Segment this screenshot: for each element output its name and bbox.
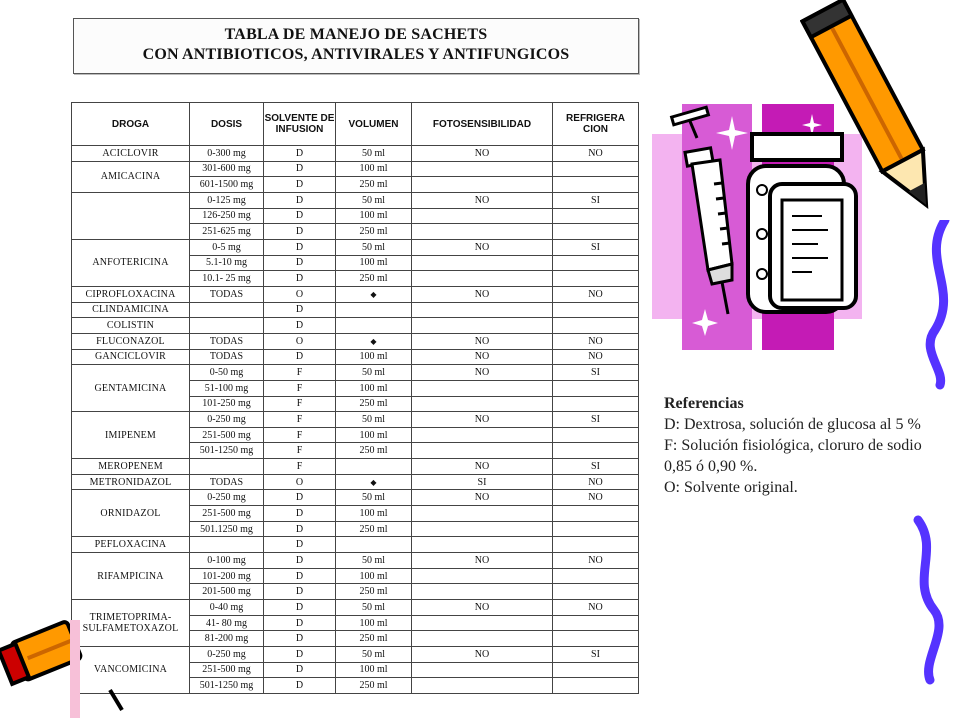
cell-drug: FLUCONAZOL (72, 333, 190, 349)
table-row (72, 349, 639, 365)
cell-volume: 250 ml (336, 443, 412, 459)
table-title-box (73, 18, 639, 74)
cell-fridge: SI (553, 412, 639, 428)
cell-drug: VANCOMICINA (72, 647, 190, 694)
cell-volume: 250 ml (336, 177, 412, 193)
cell-solvent: D (264, 615, 336, 631)
cell-solvent: O (264, 333, 336, 349)
table-row (72, 365, 639, 381)
cell-photo (412, 271, 553, 287)
cell-fridge (553, 396, 639, 412)
cell-drug: RIFAMPICINA (72, 553, 190, 600)
cell-volume: 50 ml (336, 647, 412, 663)
cell-photo: NO (412, 192, 553, 208)
cell-photo: NO (412, 349, 553, 365)
header-fotosensibilidad: FOTOSENSIBILIDAD (412, 103, 553, 146)
cell-photo (412, 380, 553, 396)
cell-solvent: D (264, 537, 336, 553)
cell-volume: 250 ml (336, 521, 412, 537)
cell-photo (412, 568, 553, 584)
table-row (72, 286, 639, 302)
header-droga: DROGA (72, 103, 190, 146)
cell-solvent: D (264, 662, 336, 678)
cell-photo: NO (412, 600, 553, 616)
cell-volume: 50 ml (336, 490, 412, 506)
cell-fridge (553, 615, 639, 631)
cell-drug (72, 192, 190, 239)
cell-drug: PEFLOXACINA (72, 537, 190, 553)
cell-solvent: F (264, 380, 336, 396)
cell-volume: 250 ml (336, 224, 412, 240)
cell-drug: IMIPENEM (72, 412, 190, 459)
cell-solvent: D (264, 161, 336, 177)
cell-fridge: SI (553, 192, 639, 208)
cell-photo (412, 161, 553, 177)
cell-photo (412, 584, 553, 600)
cell-fridge (553, 318, 639, 334)
cell-dose: 301-600 mg (190, 161, 264, 177)
cell-volume: 250 ml (336, 584, 412, 600)
cell-photo: NO (412, 239, 553, 255)
header-solvente: SOLVENTE DE INFUSION (264, 103, 336, 146)
cell-fridge: NO (553, 333, 639, 349)
cell-dose: 0-250 mg (190, 412, 264, 428)
table-row (72, 161, 639, 177)
table-row (72, 146, 639, 162)
reference-dextrosa: D: Dextrosa, solución de glucosa al 5 % (664, 416, 921, 433)
cell-fridge: SI (553, 239, 639, 255)
cell-dose: 501-1250 mg (190, 443, 264, 459)
cell-photo (412, 615, 553, 631)
cell-volume: 100 ml (336, 662, 412, 678)
cell-dose: 0-250 mg (190, 647, 264, 663)
table-row (72, 192, 639, 208)
cell-photo: NO (412, 286, 553, 302)
cell-fridge (553, 255, 639, 271)
cell-fridge: SI (553, 365, 639, 381)
cell-drug: CIPROFLOXACINA (72, 286, 190, 302)
cell-dose: 101-250 mg (190, 396, 264, 412)
cell-dose: 251-500 mg (190, 506, 264, 522)
cell-solvent: D (264, 647, 336, 663)
cell-dose: 501-1250 mg (190, 678, 264, 694)
cell-volume: 100 ml (336, 506, 412, 522)
cell-solvent: D (264, 318, 336, 334)
cell-volume: 50 ml (336, 412, 412, 428)
cell-solvent: D (264, 271, 336, 287)
cell-volume: ◆ (336, 474, 412, 490)
cell-fridge (553, 224, 639, 240)
cell-photo: NO (412, 553, 553, 569)
cell-solvent: D (264, 631, 336, 647)
reference-fisiologica: F: Solución fisiológica, cloruro de sodio (664, 437, 922, 454)
cell-photo (412, 302, 553, 318)
cell-fridge (553, 584, 639, 600)
cell-volume (336, 318, 412, 334)
cell-fridge: SI (553, 647, 639, 663)
cell-dose: 101-200 mg (190, 568, 264, 584)
squiggle-decoration-icon (900, 220, 960, 700)
cell-solvent: D (264, 349, 336, 365)
cell-fridge (553, 380, 639, 396)
cell-photo (412, 255, 553, 271)
cell-photo: NO (412, 146, 553, 162)
table-row (72, 647, 639, 663)
table-header-row (72, 103, 639, 146)
cell-fridge (553, 208, 639, 224)
cell-photo: NO (412, 647, 553, 663)
cell-volume: 100 ml (336, 427, 412, 443)
cell-volume: 100 ml (336, 255, 412, 271)
cell-volume: 100 ml (336, 161, 412, 177)
cell-solvent: F (264, 396, 336, 412)
cell-fridge (553, 427, 639, 443)
cell-dose: 201-500 mg (190, 584, 264, 600)
cell-photo: NO (412, 459, 553, 475)
cell-volume (336, 537, 412, 553)
cell-volume: 100 ml (336, 208, 412, 224)
cell-dose: 126-250 mg (190, 208, 264, 224)
cell-solvent: D (264, 506, 336, 522)
table-row (72, 459, 639, 475)
cell-dose: TODAS (190, 286, 264, 302)
cell-solvent: D (264, 568, 336, 584)
cell-drug: GANCICLOVIR (72, 349, 190, 365)
cell-volume: 50 ml (336, 192, 412, 208)
cell-photo (412, 631, 553, 647)
cell-photo (412, 662, 553, 678)
cell-volume: 250 ml (336, 271, 412, 287)
cell-fridge (553, 443, 639, 459)
cell-fridge: NO (553, 553, 639, 569)
cell-photo: NO (412, 490, 553, 506)
cell-drug: ORNIDAZOL (72, 490, 190, 537)
table-row (72, 490, 639, 506)
cell-dose: 0-250 mg (190, 490, 264, 506)
cell-solvent: D (264, 600, 336, 616)
cell-drug: TRIMETOPRIMA-SULFAMETOXAZOL (72, 600, 190, 647)
cell-photo (412, 177, 553, 193)
cell-photo (412, 224, 553, 240)
cell-solvent: D (264, 208, 336, 224)
cell-volume: 250 ml (336, 631, 412, 647)
cell-drug: COLISTIN (72, 318, 190, 334)
cell-volume (336, 459, 412, 475)
table-row (72, 318, 639, 334)
cell-dose: 41- 80 mg (190, 615, 264, 631)
cell-volume: ◆ (336, 286, 412, 302)
cell-solvent: D (264, 239, 336, 255)
cell-solvent: F (264, 365, 336, 381)
header-volumen: VOLUMEN (336, 103, 412, 146)
cell-fridge (553, 161, 639, 177)
cell-solvent: D (264, 678, 336, 694)
table-row (72, 600, 639, 616)
cell-volume: 50 ml (336, 365, 412, 381)
cell-dose: 501.1250 mg (190, 521, 264, 537)
cell-solvent: F (264, 459, 336, 475)
cell-photo (412, 427, 553, 443)
cell-solvent: D (264, 177, 336, 193)
cell-volume: 100 ml (336, 380, 412, 396)
cell-dose (190, 318, 264, 334)
cell-volume: 250 ml (336, 396, 412, 412)
cell-dose (190, 537, 264, 553)
cell-volume: 100 ml (336, 615, 412, 631)
cell-dose: 601-1500 mg (190, 177, 264, 193)
cell-volume: 50 ml (336, 600, 412, 616)
cell-solvent: D (264, 490, 336, 506)
cell-dose: 81-200 mg (190, 631, 264, 647)
reference-original: O: Solvente original. (664, 479, 798, 496)
pencil-small-icon (0, 600, 140, 718)
cell-dose: TODAS (190, 333, 264, 349)
table-row (72, 474, 639, 490)
cell-solvent: D (264, 521, 336, 537)
cell-dose: 251-500 mg (190, 427, 264, 443)
cell-fridge (553, 521, 639, 537)
cell-volume: ◆ (336, 333, 412, 349)
sachet-table-wrapper (71, 102, 638, 699)
cell-fridge: NO (553, 490, 639, 506)
cell-dose: TODAS (190, 474, 264, 490)
cell-dose: 0-50 mg (190, 365, 264, 381)
cell-volume: 50 ml (336, 146, 412, 162)
references-heading: Referencias (664, 395, 744, 412)
cell-volume: 50 ml (336, 239, 412, 255)
reference-fisiologica-cont: 0,85 ó 0,90 %. (664, 458, 758, 475)
cell-photo (412, 318, 553, 334)
cell-photo (412, 396, 553, 412)
table-row (72, 537, 639, 553)
table-row (72, 553, 639, 569)
cell-fridge (553, 177, 639, 193)
header-dosis: DOSIS (190, 103, 264, 146)
cell-fridge: NO (553, 146, 639, 162)
cell-fridge (553, 506, 639, 522)
cell-drug: ANFOTERICINA (72, 239, 190, 286)
cell-volume: 50 ml (336, 553, 412, 569)
cell-dose (190, 459, 264, 475)
cell-photo: NO (412, 365, 553, 381)
cell-drug: CLINDAMICINA (72, 302, 190, 318)
cell-solvent: D (264, 146, 336, 162)
cell-fridge: NO (553, 349, 639, 365)
cell-drug: METRONIDAZOL (72, 474, 190, 490)
cell-fridge (553, 631, 639, 647)
table-row (72, 239, 639, 255)
cell-dose: TODAS (190, 349, 264, 365)
cell-fridge (553, 271, 639, 287)
table-row (72, 333, 639, 349)
cell-volume: 100 ml (336, 349, 412, 365)
header-refrigeracion: REFRIGERA CION (553, 103, 639, 146)
cell-fridge: SI (553, 459, 639, 475)
cell-solvent: F (264, 427, 336, 443)
title-line-1: TABLA DE MANEJO DE SACHETS (224, 26, 488, 43)
cell-volume: 250 ml (336, 678, 412, 694)
cell-solvent: O (264, 474, 336, 490)
cell-photo: SI (412, 474, 553, 490)
cell-dose: 0-100 mg (190, 553, 264, 569)
cell-solvent: D (264, 255, 336, 271)
cell-solvent: D (264, 584, 336, 600)
cell-fridge (553, 568, 639, 584)
cell-photo (412, 537, 553, 553)
cell-dose: 10.1- 25 mg (190, 271, 264, 287)
cell-solvent: D (264, 302, 336, 318)
cell-volume: 100 ml (336, 568, 412, 584)
cell-solvent: O (264, 286, 336, 302)
cell-drug: GENTAMICINA (72, 365, 190, 412)
cell-solvent: F (264, 412, 336, 428)
cell-photo: NO (412, 412, 553, 428)
cell-photo (412, 208, 553, 224)
cell-photo (412, 506, 553, 522)
table-row (72, 302, 639, 318)
cell-solvent: D (264, 553, 336, 569)
cell-dose: 0-125 mg (190, 192, 264, 208)
cell-photo (412, 443, 553, 459)
cell-fridge (553, 662, 639, 678)
cell-dose (190, 302, 264, 318)
table-row (72, 412, 639, 428)
cell-dose: 51-100 mg (190, 380, 264, 396)
cell-photo (412, 521, 553, 537)
cell-fridge (553, 302, 639, 318)
cell-volume (336, 302, 412, 318)
cell-drug: AMICACINA (72, 161, 190, 192)
cell-dose: 251-500 mg (190, 662, 264, 678)
cell-fridge (553, 678, 639, 694)
title-line-2: CON ANTIBIOTICOS, ANTIVIRALES Y ANTIFUNGICOS (142, 46, 570, 63)
cell-photo: NO (412, 333, 553, 349)
pencil-icon (800, 0, 960, 230)
cell-drug: ACICLOVIR (72, 146, 190, 162)
cell-dose: 0-300 mg (190, 146, 264, 162)
cell-solvent: D (264, 192, 336, 208)
cell-solvent: D (264, 224, 336, 240)
cell-dose: 5.1-10 mg (190, 255, 264, 271)
cell-dose: 0-40 mg (190, 600, 264, 616)
cell-fridge: NO (553, 600, 639, 616)
cell-fridge: NO (553, 474, 639, 490)
cell-fridge: NO (553, 286, 639, 302)
cell-fridge (553, 537, 639, 553)
cell-solvent: F (264, 443, 336, 459)
cell-dose: 251-625 mg (190, 224, 264, 240)
cell-photo (412, 678, 553, 694)
sachet-table (71, 102, 639, 694)
cell-dose: 0-5 mg (190, 239, 264, 255)
cell-drug: MEROPENEM (72, 459, 190, 475)
